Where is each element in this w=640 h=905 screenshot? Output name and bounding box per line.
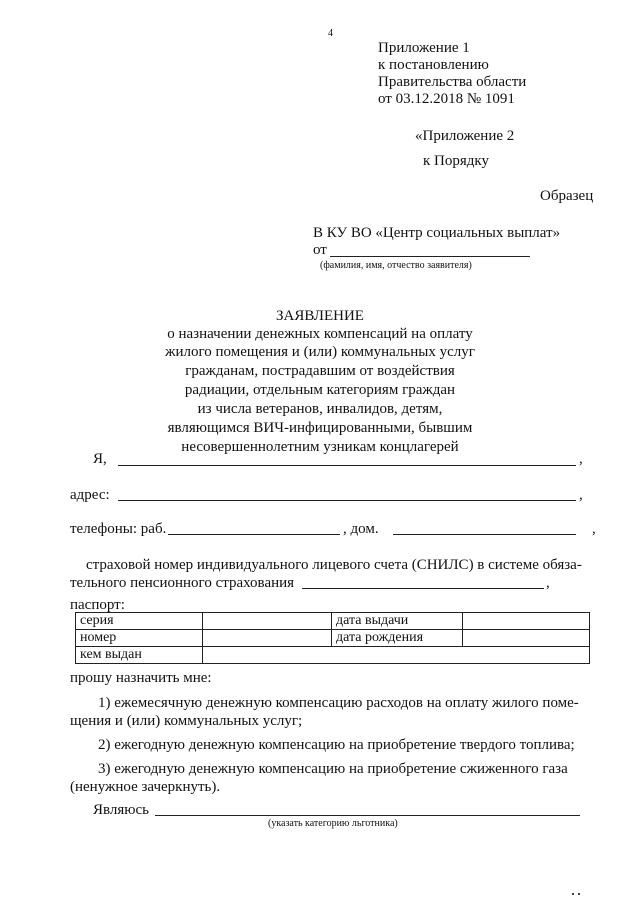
address-comma: , bbox=[579, 487, 583, 503]
request-item-1-line-2: щения и (или) коммунальных услуг; bbox=[70, 713, 303, 729]
phones-work-label: телефоны: раб. bbox=[70, 521, 167, 537]
addressee-from-hint: (фамилия, имя, отчество заявителя) bbox=[320, 260, 472, 271]
addressee-to: В КУ ВО «Центр социальных выплат» bbox=[313, 225, 561, 241]
passport-table bbox=[75, 612, 590, 664]
appendix-line-1: Приложение 1 bbox=[378, 40, 470, 56]
document-title: ЗАЯВЛЕНИЕ bbox=[276, 308, 364, 324]
passport-issue-date-value[interactable] bbox=[463, 613, 590, 630]
request-item-3-line-2: (ненужное зачеркнуть). bbox=[70, 779, 221, 795]
scan-speck bbox=[578, 893, 580, 895]
phone-work-line[interactable] bbox=[168, 534, 340, 535]
subtitle-line-6: являющимся ВИЧ-инфицированными, бывшим bbox=[167, 420, 473, 436]
passport-row-2 bbox=[76, 630, 590, 647]
appendix-line-4: от 03.12.2018 № 1091 bbox=[378, 91, 515, 107]
addressee-from-label: от bbox=[313, 242, 327, 258]
appendix2-line-1: «Приложение 2 bbox=[415, 128, 515, 144]
page-number: 4 bbox=[328, 28, 333, 39]
applicant-comma: , bbox=[579, 451, 583, 467]
applicant-label: Я, bbox=[93, 451, 107, 467]
phone-home-line[interactable] bbox=[393, 534, 576, 535]
passport-birth-date-value[interactable] bbox=[463, 630, 590, 647]
passport-number-value[interactable] bbox=[203, 630, 332, 647]
passport-series-value[interactable] bbox=[203, 613, 332, 630]
appendix-line-3: Правительства области bbox=[378, 74, 527, 90]
phones-comma: , bbox=[592, 521, 596, 537]
address-line[interactable] bbox=[118, 500, 576, 501]
subtitle-line-7: несовершеннолетним узникам концлагерей bbox=[181, 439, 459, 455]
address-label: адрес: bbox=[70, 487, 110, 503]
subtitle-line-3: гражданам, пострадавшим от воздействия bbox=[185, 363, 455, 379]
passport-label: паспорт: bbox=[70, 597, 125, 613]
sample-label: Образец bbox=[540, 188, 594, 204]
request-item-3-line-1: 3) ежегодную денежную компенсацию на приобретение сжиженного газа bbox=[98, 761, 568, 777]
subtitle-line-2: жилого помещения и (или) коммунальных услуг bbox=[165, 344, 475, 360]
snils-line-1: страховой номер индивидуального лицевого счета (СНИЛС) в системе обяза- bbox=[86, 557, 582, 573]
passport-row-3 bbox=[76, 647, 590, 664]
addressee-from-line[interactable] bbox=[330, 256, 530, 257]
category-hint: (указать категорию льготника) bbox=[268, 818, 398, 829]
passport-number-label: номер bbox=[76, 630, 203, 647]
subtitle-line-4: радиации, отдельным категориям граждан bbox=[184, 382, 456, 398]
applicant-name-line[interactable] bbox=[118, 465, 576, 466]
passport-series-label: серия bbox=[76, 613, 203, 630]
request-item-1-line-1: 1) ежемесячную денежную компенсацию расходов на оплату жилого поме- bbox=[98, 695, 579, 711]
passport-issue-date-label: дата выдачи bbox=[332, 613, 463, 630]
request-item-2: 2) ежегодную денежную компенсацию на приобретение твердого топлива; bbox=[98, 737, 575, 753]
snils-comma: , bbox=[546, 575, 550, 591]
passport-birth-date-label: дата рождения bbox=[332, 630, 463, 647]
phones-home-label: , дом. bbox=[343, 521, 379, 537]
snils-line[interactable] bbox=[302, 588, 544, 589]
snils-line-2: тельного пенсионного страхования bbox=[70, 575, 295, 591]
passport-issued-by-value[interactable] bbox=[203, 647, 590, 664]
appendix-line-2: к постановлению bbox=[378, 57, 489, 73]
passport-issued-by-label: кем выдан bbox=[76, 647, 203, 664]
appendix2-line-2: к Порядку bbox=[423, 153, 489, 169]
category-line[interactable] bbox=[155, 815, 580, 816]
scan-speck bbox=[572, 893, 574, 895]
category-label: Являюсь bbox=[93, 802, 149, 818]
subtitle-line-1: о назначении денежных компенсаций на оплату bbox=[167, 326, 473, 342]
request-intro: прошу назначить мне: bbox=[70, 670, 212, 686]
subtitle-line-5: из числа ветеранов, инвалидов, детям, bbox=[197, 401, 443, 417]
passport-row-1 bbox=[76, 613, 590, 630]
